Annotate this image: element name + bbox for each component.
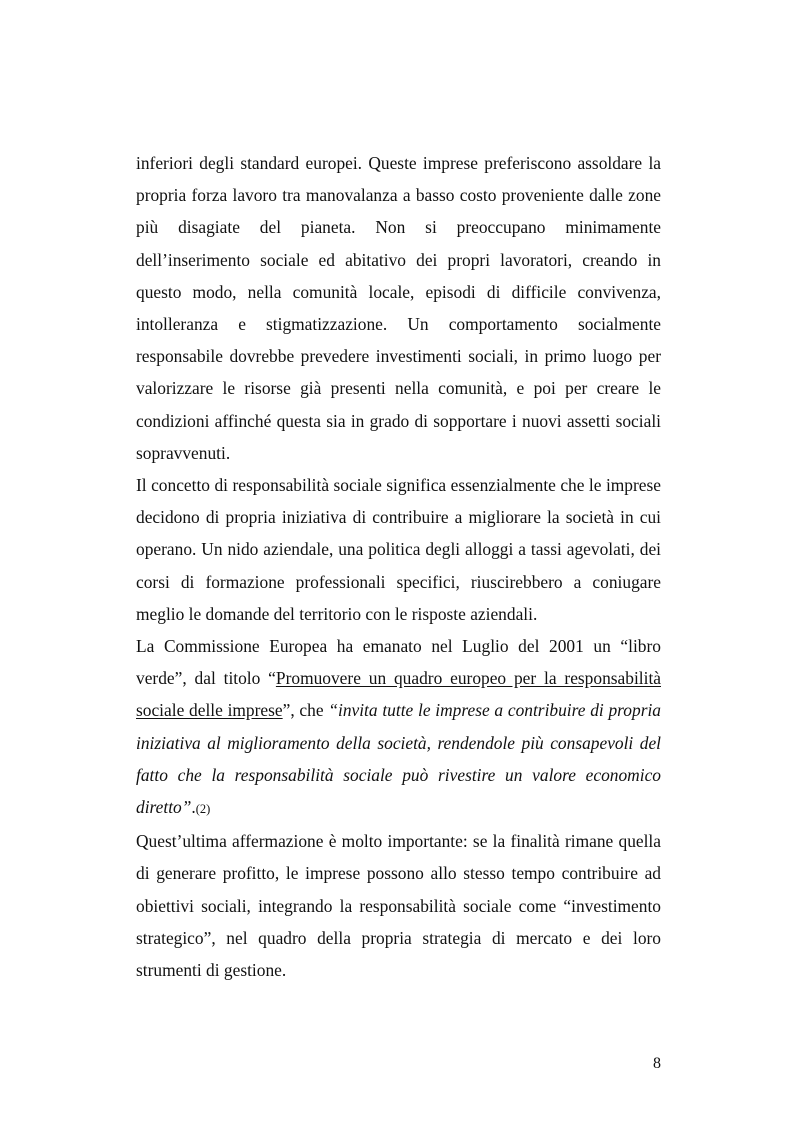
paragraph-2: Il concetto di responsabilità sociale significa essenzialmente che le imprese decidono di propria iniziativa di contribuire a migliorare la società in cui operano. Un nido aziendale, una politica degli alloggi a tassi agevolati, dei corsi di formazione professionali specifici, riuscirebbero a coniugare meglio le domande del territorio con le risposte aziendali.	[136, 475, 661, 624]
green-paper-quote: “invita tutte le imprese a contribuire di propria iniziativa al miglioramento della società, rendendole più consapevoli del fatto che la responsabilità sociale può rivestire un valore economico diretto”	[136, 700, 661, 818]
paragraph-3-intro: La Commissione Europea ha emanato nel Luglio del 2001 un “libro verde”, dal titolo “	[136, 636, 661, 689]
paragraph-4: Quest’ultima affermazione è molto importante: se la finalità rimane quella di generare profitto, le imprese possono allo stesso tempo contribuire ad obiettivi sociali, integrando la responsabilità sociale come “investimento strategico”, nel quadro della propria strategia di mercato e dei loro strumenti di gestione.	[136, 831, 661, 981]
paragraph-3-connector: ”, che	[282, 700, 329, 721]
paragraph-3-period: .	[191, 797, 196, 818]
body-text	[136, 147, 661, 986]
green-paper-title: Promuovere un quadro europeo per la responsabilità sociale delle imprese	[136, 668, 661, 721]
paragraph-3	[136, 630, 661, 825]
paragraph-1: inferiori degli standard europei. Queste imprese preferiscono assoldare la propria forza lavoro tra manovalanza a basso costo proveniente dalle zone più disagiate del pianeta. Non si preoccupano minimamente dell’inserimento sociale ed abitativo dei propri lavoratori, creando in questo modo, nella comunità locale, episodi di difficile convivenza, intolleranza e stigmatizzazione. Un comportamento socialmente responsabile dovrebbe prevedere investimenti sociali, in primo luogo per valorizzare le risorse già presenti nella comunità, e poi per creare le condizioni affinché questa sia in grado di sopportare i nuovi assetti sociali sopravvenuti.	[136, 153, 661, 463]
footnote-reference: (2)	[195, 802, 211, 817]
page-number: 8	[653, 1055, 661, 1072]
